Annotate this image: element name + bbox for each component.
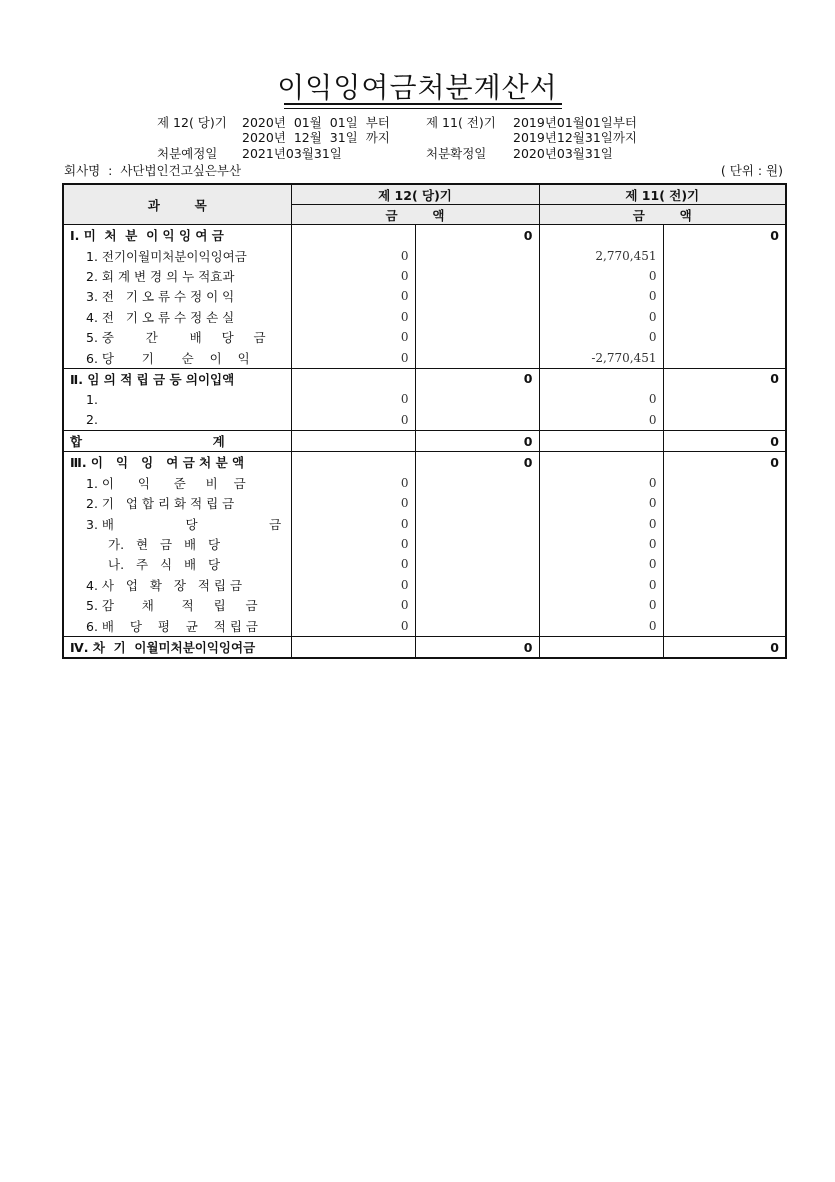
row-label: 3. 배 당 금 bbox=[63, 513, 291, 533]
current-total-amount bbox=[415, 473, 539, 493]
table-row bbox=[63, 225, 786, 246]
current-total-amount: 0 bbox=[415, 430, 539, 451]
current-total-amount: 0 bbox=[415, 452, 539, 473]
confirm-date: 2020년03월31일 bbox=[513, 146, 613, 161]
table-row bbox=[63, 575, 786, 595]
previous-total-amount bbox=[663, 410, 786, 431]
current-detail-amount: 0 bbox=[291, 245, 415, 265]
previous-detail-amount: 0 bbox=[539, 410, 663, 431]
row-label: 3. 전 기 오 류 수 정 이 익 bbox=[63, 286, 291, 306]
previous-detail-amount: 0 bbox=[539, 327, 663, 347]
current-total-amount bbox=[415, 307, 539, 327]
current-total-amount bbox=[415, 554, 539, 574]
previous-detail-amount: 0 bbox=[539, 286, 663, 306]
previous-detail-amount: 0 bbox=[539, 615, 663, 636]
current-detail-amount: 0 bbox=[291, 615, 415, 636]
previous-total-amount bbox=[663, 389, 786, 409]
previous-total-amount: 0 bbox=[663, 368, 786, 389]
table-row bbox=[63, 368, 786, 389]
current-total-amount: 0 bbox=[415, 225, 539, 246]
row-label: Ⅳ. 차 기 이월미처분이익잉여금 bbox=[63, 636, 291, 658]
previous-detail-amount: 0 bbox=[539, 534, 663, 554]
current-total-amount bbox=[415, 327, 539, 347]
previous-total-amount bbox=[663, 615, 786, 636]
current-period-from: 2020년 01월 01일 부터 bbox=[242, 115, 390, 130]
row-label: 2. 회 계 변 경 의 누 적효과 bbox=[63, 266, 291, 286]
row-label: Ⅰ. 미 처 분 이 익 잉 여 금 bbox=[63, 225, 291, 246]
previous-detail-amount: 0 bbox=[539, 554, 663, 574]
table-row bbox=[63, 473, 786, 493]
previous-total-amount bbox=[663, 347, 786, 368]
company-name: 회사명 : 사단법인건고싶은부산 bbox=[64, 163, 242, 178]
previous-detail-amount: 0 bbox=[539, 575, 663, 595]
current-total-amount bbox=[415, 534, 539, 554]
current-total-amount: 0 bbox=[415, 368, 539, 389]
previous-total-amount bbox=[663, 327, 786, 347]
plan-date-label: 처분예정일 bbox=[157, 146, 218, 161]
header-previous: 제 11( 전)기 bbox=[539, 184, 786, 205]
previous-total-amount bbox=[663, 245, 786, 265]
previous-detail-amount: 2,770,451 bbox=[539, 245, 663, 265]
row-label: 1. bbox=[63, 389, 291, 409]
previous-total-amount bbox=[663, 554, 786, 574]
previous-detail-amount: 0 bbox=[539, 513, 663, 533]
row-label: 1. 전기이월미처분이익잉여금 bbox=[63, 245, 291, 265]
header-row bbox=[63, 184, 786, 205]
row-label: 6. 배 당 평 균 적 립 금 bbox=[63, 615, 291, 636]
previous-detail-amount: 0 bbox=[539, 493, 663, 513]
statement-table bbox=[62, 183, 787, 659]
document-title: 이익잉여금처분계산서 bbox=[277, 71, 558, 104]
previous-detail-amount: 0 bbox=[539, 595, 663, 615]
row-label: Ⅱ. 임 의 적 립 금 등 의이입액 bbox=[63, 368, 291, 389]
current-period-to: 2020년 12월 31일 까지 bbox=[242, 130, 390, 145]
title-underline-thin bbox=[284, 108, 562, 109]
previous-detail-amount: 0 bbox=[539, 307, 663, 327]
previous-total-amount bbox=[663, 286, 786, 306]
current-detail-amount: 0 bbox=[291, 266, 415, 286]
current-detail-amount bbox=[291, 368, 415, 389]
table-row bbox=[63, 410, 786, 431]
current-detail-amount: 0 bbox=[291, 473, 415, 493]
previous-detail-amount bbox=[539, 225, 663, 246]
row-label: 가. 현 금 배 당 bbox=[63, 534, 291, 554]
current-detail-amount bbox=[291, 430, 415, 451]
previous-detail-amount bbox=[539, 636, 663, 658]
row-label: 2. 기 업 합 리 화 적 립 금 bbox=[63, 493, 291, 513]
row-label: 합 계 bbox=[63, 430, 291, 451]
previous-detail-amount: 0 bbox=[539, 389, 663, 409]
table-row bbox=[63, 534, 786, 554]
previous-total-amount bbox=[663, 473, 786, 493]
current-total-amount bbox=[415, 493, 539, 513]
current-detail-amount: 0 bbox=[291, 595, 415, 615]
current-total-amount bbox=[415, 595, 539, 615]
current-total-amount bbox=[415, 245, 539, 265]
row-label: 5. 중 간 배 당 금 bbox=[63, 327, 291, 347]
previous-total-amount bbox=[663, 266, 786, 286]
previous-total-amount: 0 bbox=[663, 225, 786, 246]
row-label: Ⅲ. 이 익 잉 여 금 처 분 액 bbox=[63, 452, 291, 473]
current-detail-amount: 0 bbox=[291, 286, 415, 306]
table-row bbox=[63, 389, 786, 409]
current-detail-amount: 0 bbox=[291, 513, 415, 533]
previous-total-amount bbox=[663, 534, 786, 554]
current-total-amount bbox=[415, 575, 539, 595]
unit-label: ( 단위 : 원) bbox=[720, 163, 783, 178]
previous-detail-amount bbox=[539, 430, 663, 451]
row-label: 4. 사 업 확 장 적 립 금 bbox=[63, 575, 291, 595]
current-total-amount bbox=[415, 389, 539, 409]
row-label: 5. 감 채 적 립 금 bbox=[63, 595, 291, 615]
current-period-label: 제 12( 당)기 bbox=[157, 115, 227, 130]
table-row bbox=[63, 595, 786, 615]
current-detail-amount bbox=[291, 452, 415, 473]
current-detail-amount: 0 bbox=[291, 307, 415, 327]
current-total-amount bbox=[415, 513, 539, 533]
current-detail-amount bbox=[291, 225, 415, 246]
current-detail-amount: 0 bbox=[291, 534, 415, 554]
current-total-amount bbox=[415, 615, 539, 636]
current-detail-amount: 0 bbox=[291, 347, 415, 368]
table-row bbox=[63, 266, 786, 286]
previous-period-from: 2019년01월01일부터 bbox=[513, 115, 637, 130]
current-detail-amount: 0 bbox=[291, 410, 415, 431]
table-row bbox=[63, 615, 786, 636]
plan-date: 2021년03월31일 bbox=[242, 146, 342, 161]
current-detail-amount: 0 bbox=[291, 493, 415, 513]
table-row bbox=[63, 452, 786, 473]
current-total-amount bbox=[415, 347, 539, 368]
previous-total-amount: 0 bbox=[663, 452, 786, 473]
header-amount-current: 금 액 bbox=[291, 205, 539, 225]
header-amount-previous: 금 액 bbox=[539, 205, 786, 225]
row-label: 1. 이 익 준 비 금 bbox=[63, 473, 291, 493]
previous-detail-amount bbox=[539, 368, 663, 389]
previous-total-amount bbox=[663, 575, 786, 595]
table-row bbox=[63, 347, 786, 368]
current-detail-amount: 0 bbox=[291, 389, 415, 409]
table-row bbox=[63, 554, 786, 574]
previous-total-amount: 0 bbox=[663, 430, 786, 451]
previous-total-amount bbox=[663, 513, 786, 533]
previous-total-amount bbox=[663, 493, 786, 513]
row-label: 나. 주 식 배 당 bbox=[63, 554, 291, 574]
current-detail-amount: 0 bbox=[291, 575, 415, 595]
header-subject: 과 목 bbox=[63, 184, 291, 225]
current-detail-amount bbox=[291, 636, 415, 658]
confirm-date-label: 처분확정일 bbox=[426, 146, 487, 161]
table-row bbox=[63, 493, 786, 513]
current-detail-amount: 0 bbox=[291, 327, 415, 347]
table-row bbox=[63, 307, 786, 327]
previous-detail-amount: -2,770,451 bbox=[539, 347, 663, 368]
table-row bbox=[63, 636, 786, 658]
current-total-amount bbox=[415, 286, 539, 306]
row-label: 6. 당 기 순 이 익 bbox=[63, 347, 291, 368]
table-row bbox=[63, 327, 786, 347]
title-underline bbox=[284, 103, 562, 105]
table-row bbox=[63, 513, 786, 533]
current-total-amount: 0 bbox=[415, 636, 539, 658]
previous-period-to: 2019년12월31일까지 bbox=[513, 130, 637, 145]
previous-total-amount: 0 bbox=[663, 636, 786, 658]
table-row bbox=[63, 286, 786, 306]
previous-total-amount bbox=[663, 595, 786, 615]
table-row bbox=[63, 430, 786, 451]
previous-period-label: 제 11( 전)기 bbox=[426, 115, 496, 130]
row-label: 2. bbox=[63, 410, 291, 431]
header-current: 제 12( 당)기 bbox=[291, 184, 539, 205]
previous-detail-amount: 0 bbox=[539, 473, 663, 493]
previous-total-amount bbox=[663, 307, 786, 327]
current-detail-amount: 0 bbox=[291, 554, 415, 574]
table-row bbox=[63, 245, 786, 265]
previous-detail-amount bbox=[539, 452, 663, 473]
current-total-amount bbox=[415, 266, 539, 286]
row-label: 4. 전 기 오 류 수 정 손 실 bbox=[63, 307, 291, 327]
previous-detail-amount: 0 bbox=[539, 266, 663, 286]
current-total-amount bbox=[415, 410, 539, 431]
